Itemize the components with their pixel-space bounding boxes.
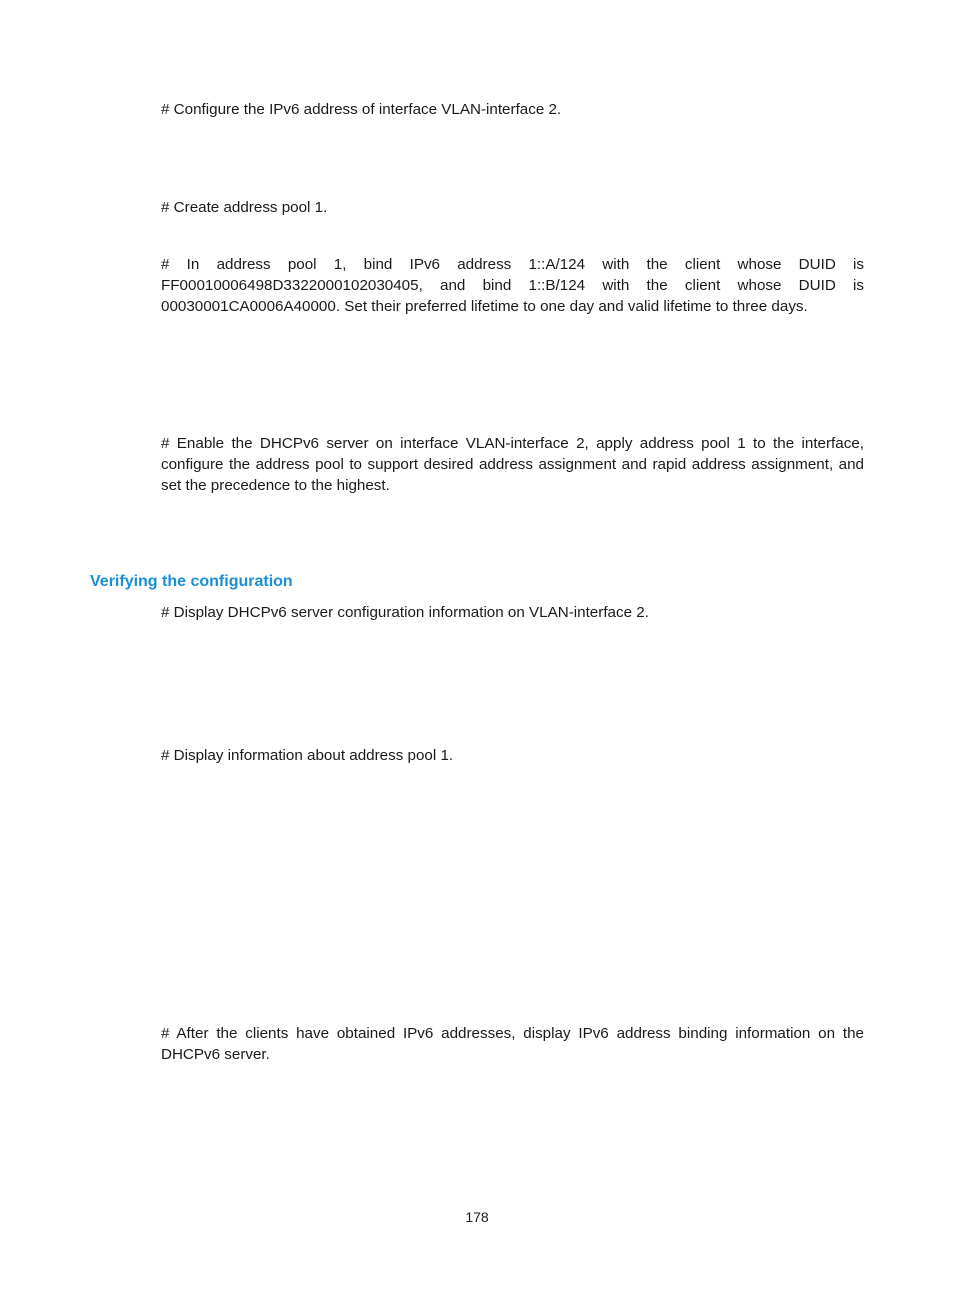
paragraph-display-binding-info: # After the clients have obtained IPv6 addresses, display IPv6 address binding information on the DHCPv6 server. [161,1025,864,1063]
paragraph-create-address-pool: # Create address pool 1. [161,199,328,216]
paragraph-bind-ipv6-address: # In address pool 1, bind IPv6 address 1::A/124 with the client whose DUID is FF00010006498D3322000102030405, and bind 1::B/124 with the client whose DUID is 00030001CA0006A40000. Set their preferred lifetime to one day and valid lifetime to three days. [161,256,864,315]
section-heading: Verifying the configuration [90,573,293,590]
paragraph-configure-ipv6-address: # Configure the IPv6 address of interface VLAN-interface 2. [161,101,562,118]
page-number: 178 [465,1209,489,1225]
paragraph-display-address-pool: # Display information about address pool 1. [161,747,454,764]
paragraph-display-server-config: # Display DHCPv6 server configuration information on VLAN-interface 2. [161,604,649,621]
paragraph-enable-dhcpv6-server: # Enable the DHCPv6 server on interface VLAN-interface 2, apply address pool 1 to the interface, configure the address pool to support desired address assignment and rapid address assignment, and set the precedence to the highest. [161,435,864,494]
